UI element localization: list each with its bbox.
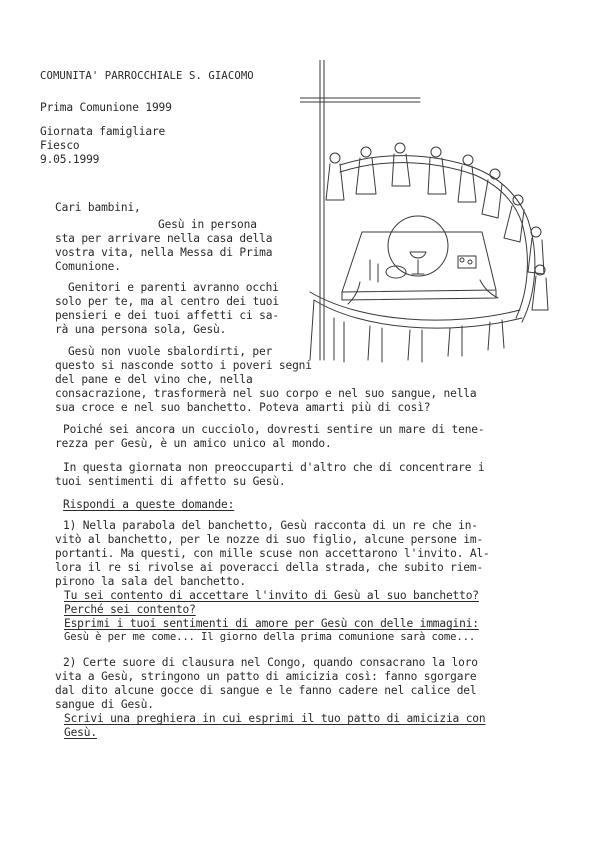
question-1-line: 1) Nella parabola del banchetto, Gesù racconta di un re che in- (63, 519, 478, 532)
question-2-line: sangue di Gesù. (55, 698, 154, 711)
paragraph-1-line: sta per arrivare nella casa della (55, 232, 273, 245)
question-1-line: pirono la sala del banchetto. (55, 575, 246, 588)
table-drawing (342, 216, 498, 304)
paragraph-2-line: Genitori e parenti avranno occhi (68, 281, 279, 294)
paragraph-1-line: vostra vita, nella Messa di Prima (55, 246, 273, 259)
paragraph-5-line: In questa giornata non preoccuparti d'altro che di concentrare i (63, 461, 485, 474)
banquet-illustration (300, 60, 555, 390)
paragraph-4-line: Poiché sei ancora un cucciolo, dovresti sentire un mare di tene- (63, 423, 485, 436)
question-1-task: Perché sei contento? (64, 603, 196, 616)
seated-figures-top (326, 143, 528, 242)
date: 9.05.1999 (40, 153, 100, 166)
paragraph-3-line: Gesù non vuole sbalordirti, per (68, 345, 273, 358)
question-1-prompt: Gesù è per me come... Il giorno della prima comunione sarà come... (64, 631, 476, 643)
event-title: Prima Comunione 1999 (40, 101, 172, 114)
question-2-task: Gesù. (64, 726, 97, 739)
seated-figures-bottom (310, 292, 522, 362)
question-2-line: 2) Certe suore di clausura nel Congo, quando consacrano la loro (63, 656, 478, 669)
question-2-task: Scrivi una preghiera in cui esprimi il tuo patto di amicizia con (64, 712, 486, 725)
question-1-line: vitò al banchetto, per le nozze di suo figlio, alcune persone im- (55, 533, 484, 546)
question-1-task: Tu sei contento di accettare l'invito di Gesù al suo banchetto? (64, 589, 479, 602)
paragraph-3-line: sua croce e nel suo banchetto. Poteva amarti più di così? (55, 401, 431, 414)
paragraph-3-line: del pane e del vino che, nella (55, 373, 253, 386)
greeting: Cari bambini, (55, 201, 141, 214)
paragraph-1-line: Comunione. (55, 260, 121, 273)
questions-heading: Rispondi a queste domande: (63, 498, 235, 511)
place: Fiesco (40, 139, 80, 152)
paragraph-2-line: solo per te, ma al centro dei tuoi (55, 295, 279, 308)
question-1-line: portanti. Ma questi, con mille scuse non accettarono l'invito. Al- (55, 547, 490, 560)
question-2-line: vita a Gesù, stringono un patto di amicizia così: fanno sgorgare (55, 670, 477, 683)
paragraph-2-line: rà una persona sola, Gesù. (55, 323, 227, 336)
day-title: Giornata famigliare (40, 125, 166, 138)
question-1-line: lora il re si rivolse ai poveracci della strada, che subito riem- (55, 561, 484, 574)
paragraph-1-line: Gesù in persona (158, 218, 257, 231)
paragraph-2-line: pensieri e dei tuoi affetti ci sa- (55, 309, 279, 322)
paragraph-5-line: tuoi sentimenti di affetto su Gesù. (55, 475, 286, 488)
paragraph-3-line: consacrazione, trasformerà nel suo corpo e nel suo sangue, nella (55, 387, 477, 400)
cross-drawing (300, 60, 420, 360)
paragraph-3-line: questo si nasconde sotto i poveri segni (55, 359, 312, 372)
paragraph-4-line: rezza per Gesù, è un amico unico al mondo. (55, 437, 332, 450)
question-1-task: Esprimi i tuoi sentimenti di amore per Gesù con delle immagini: (64, 617, 479, 630)
community-name: COMUNITA' PARROCCHIALE S. GIACOMO (40, 70, 254, 82)
question-2-line: dal dito alcune gocce di sangue e le fanno cadere nel calice del (55, 684, 477, 697)
